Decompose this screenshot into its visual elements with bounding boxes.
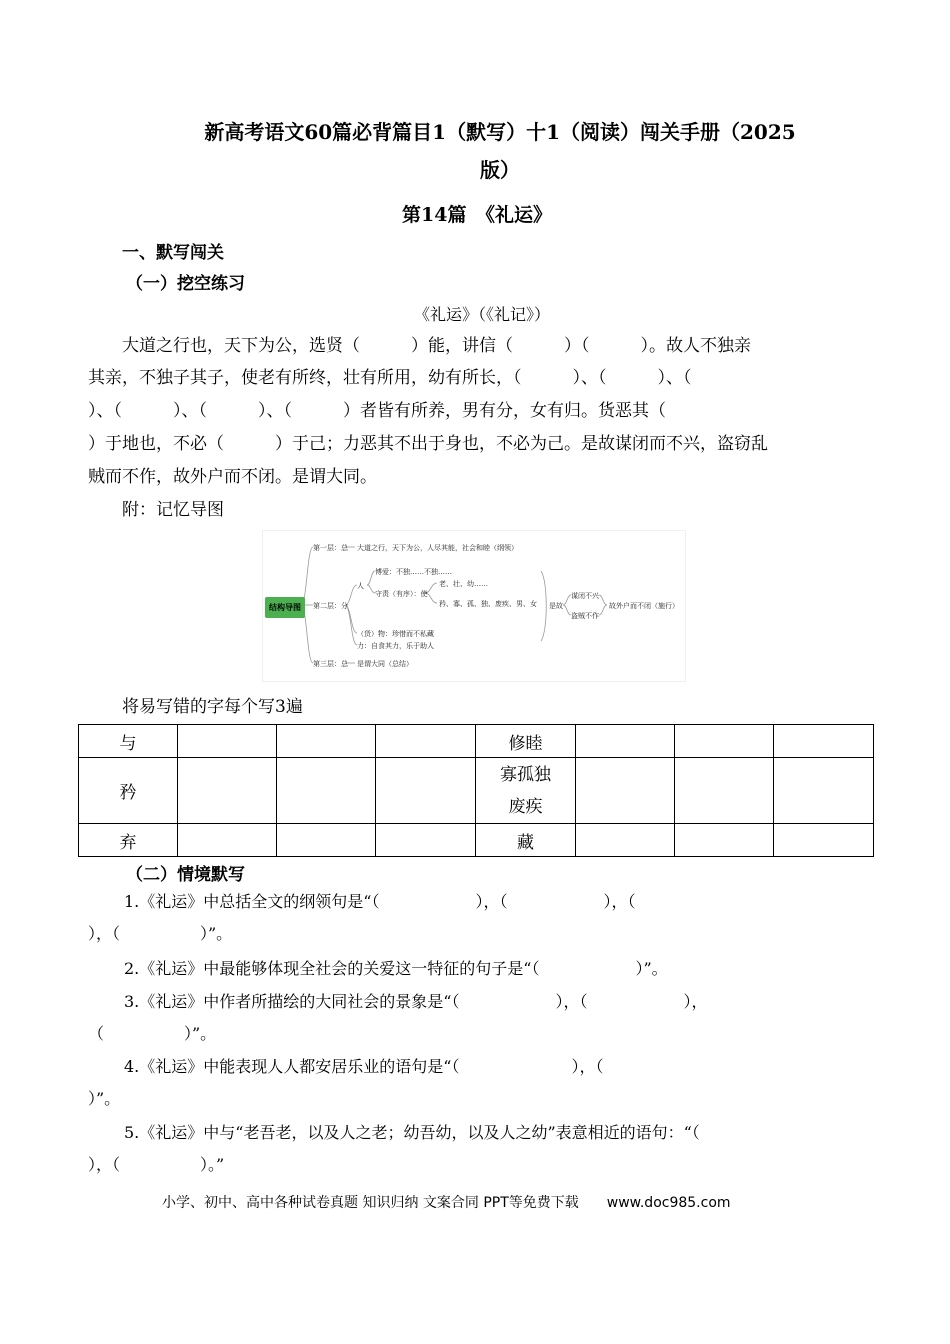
doc-subtitle: 第14篇 《礼运》 [402,204,552,226]
source-line: 《礼运》（《礼记》） [414,305,551,324]
table-cell-char: 与 [79,725,178,758]
table-cell-blank[interactable] [575,725,674,758]
question-line: 5.《礼运》中与“老吾老，以及人之老；幼吾幼，以及人之幼”表意相近的语句：“（ [124,1123,700,1142]
passage-line: 大道之行也，天下为公，选贤（ ）能，讲信（ ）（ ）。故人不独亲 [122,336,751,356]
table-cell-blank[interactable] [277,725,376,758]
question-line: 2.《礼运》中最能够体现全社会的关爱这一特征的句子是“（ ）”。 [124,959,668,978]
passage-line: ）、（ ）、（ ）、（ ）者皆有所养，男有分，女有归。货恶其（ [88,401,666,421]
mind-map-node: 矜、寡、孤、独、废疾、男、女 [439,600,537,608]
question-line: 1.《礼运》中总括全文的纲领句是“（ ），（ ），（ [124,892,636,911]
passage-line: ）于地也，不必（ ）于己；力恶其不出于身也，不必为己。是故谋闭而不兴，盗窃乱 [88,434,768,454]
table-cell-blank[interactable] [575,758,674,824]
mind-map-node: 故外户而不闭（施行） [609,602,679,610]
table-row [79,725,874,758]
mind-map-level1: 第一层：总 [313,544,348,552]
section-heading: 一、默写闯关 [122,243,224,263]
mind-map-node: 力：自食其力，乐于助人 [357,642,434,650]
table-cell-char: 弃 [79,824,178,857]
table-cell-blank[interactable] [674,824,773,857]
question-line: ），（ ）”。 [88,924,233,943]
mind-map-node: 是故 [549,602,563,610]
mind-map-node: 博爱：不独……不独…… [375,568,452,576]
question-line: 4.《礼运》中能表现人人都安居乐业的语句是“（ ），（ [124,1057,604,1076]
question-line: 3.《礼运》中作者所描绘的大同社会的景象是“（ ），（ ）， [124,992,708,1011]
part2-heading: （二）情境默写 [126,865,245,885]
table-cell-blank[interactable] [376,824,476,857]
page-footer: 小学、初中、高中各种试卷真题 知识归纳 文案合同 PPT等免费下载 www.doc985.com [162,1195,731,1211]
table-cell-char: 矜 [79,758,178,824]
doc-title-line2: 版） [480,158,520,182]
table-cell-blank[interactable] [674,725,773,758]
mind-map-node: 是谓大同（总结） [357,660,413,668]
mind-map-node: 盗贼不作 [571,612,599,620]
table-row [79,758,874,824]
table-cell-blank[interactable] [773,824,873,857]
passage-line: 其亲，不独子其子，使老有所终，壮有所用，幼有所长，（ ）、（ ）、（ [88,368,692,388]
question-line: ）”。 [88,1089,121,1108]
table-cell-char-line: 寡孤独 [500,764,551,785]
table-cell-blank[interactable] [674,758,773,824]
mind-map-level3: 第三层：总 [313,660,348,668]
table-cell-blank[interactable] [277,758,376,824]
part1-heading: （一）挖空练习 [126,274,245,294]
table-cell-blank[interactable] [773,758,873,824]
table-cell-blank[interactable] [575,824,674,857]
mind-map-node: 老、壮、幼…… [439,580,488,588]
table-cell-blank[interactable] [376,725,476,758]
mind-map-level2: 第二层：分 [313,602,348,610]
table-cell-char: 藏 [476,824,575,857]
table-row [79,824,874,857]
question-line: ），（ ）。” [88,1155,225,1174]
appendix-label: 附：记忆导图 [122,500,224,520]
table-cell-blank[interactable] [178,758,277,824]
mind-map-node: 守责（有序）：使 [375,590,428,598]
question-line: （ ）”。 [88,1024,217,1043]
table-cell-blank[interactable] [773,725,873,758]
mind-map-node: 谋闭不兴 [571,592,599,600]
table-cell-char-line: 废疾 [508,796,543,817]
passage-line: 贼而不作，故外户而不闭。是谓大同。 [88,467,377,487]
table-caption: 将易写错的字每个写3遍 [122,697,303,717]
doc-title-line1: 新高考语文60篇必背篇目1（默写）十1（阅读）闯关手册（2025 [204,120,796,144]
mind-map [262,530,686,682]
mind-map-root: 结构导图 [265,597,305,618]
mind-map-node: 人 [357,582,364,590]
table-cell-char: 修睦 [476,725,575,758]
practice-table [78,724,874,857]
mind-map-node: 大道之行，天下为公，人尽其能，社会和睦（纲领） [357,544,518,552]
table-cell-blank[interactable] [178,725,277,758]
table-cell-blank[interactable] [178,824,277,857]
table-cell-char [476,758,575,824]
table-cell-blank[interactable] [376,758,476,824]
table-cell-blank[interactable] [277,824,376,857]
mind-map-node: （货）物：珍惜而不私藏 [357,630,434,638]
